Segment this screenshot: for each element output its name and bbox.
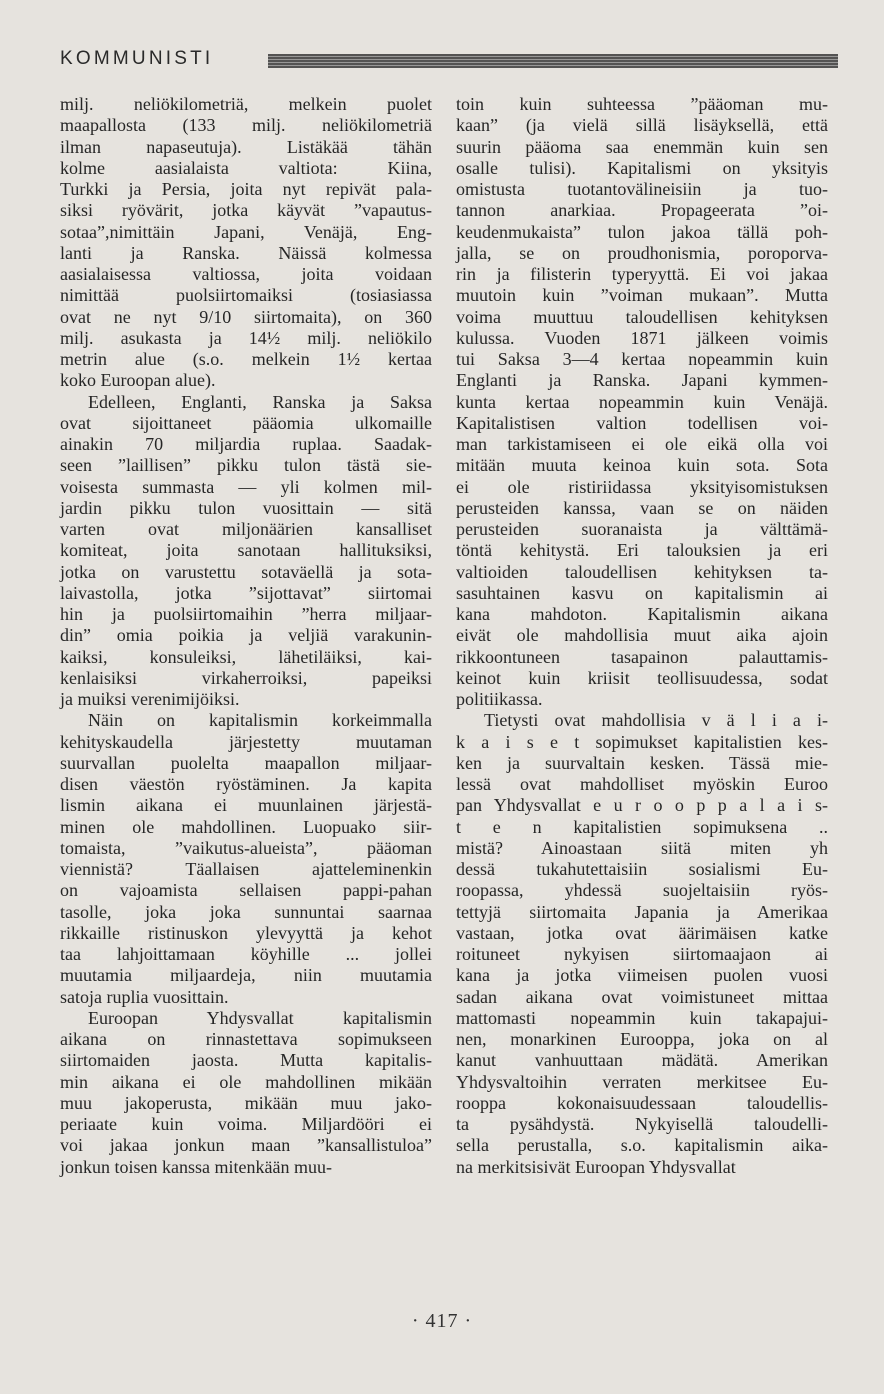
text-line: tui Saksa 3—4 kertaa nopeammin kuin bbox=[456, 349, 828, 369]
text-line: man tarkistamiseen ei ole eikä olla voi bbox=[456, 434, 828, 454]
text-line: Näin on kapitalismin korkeimmalla bbox=[88, 710, 432, 731]
text-line: kulussa. Vuoden 1871 jälkeen voimis bbox=[456, 327, 828, 348]
text-line: roituneet nykyisen siirtomaajaon ai bbox=[456, 944, 828, 964]
text-line: sotaa”,nimittäin Japani, Venäjä, Eng- bbox=[60, 221, 432, 242]
text-line: jonkun toisen kanssa mitenkään muu- bbox=[60, 1156, 332, 1177]
text-line: tettyjä siirtomaita Japania ja Amerikaa bbox=[456, 901, 828, 922]
text-line: ilman napaseutuja). Listäkää tähän bbox=[60, 136, 432, 157]
left-column bbox=[60, 94, 432, 1178]
text-line: taa lahjoittamaan köyhille ... jollei bbox=[60, 944, 432, 964]
text-line: Yhdysvaltoihin verraten merkitsee Eu- bbox=[456, 1071, 828, 1092]
text-line: rin ja filisterin typeryyttä. Ei voi jakaa bbox=[456, 264, 828, 284]
text-line: kolme aasialaista valtiota: Kiina, bbox=[60, 157, 432, 178]
text-line: Kapitalistisen valtion todellisen voi- bbox=[456, 412, 828, 433]
text-line: laivastolla, jotka ”sijottavat” siirtomai bbox=[60, 582, 432, 603]
text-line: maapallosta (133 milj. neliökilometriä bbox=[60, 115, 432, 136]
page-number: · 417 · bbox=[411, 1310, 473, 1332]
text-line: jalla, se on proudhonismia, poroporva- bbox=[456, 242, 828, 263]
text-line: keinot kuin kriisit teollisuudessa, sodat bbox=[456, 667, 828, 688]
text-line: k a i s e t sopimukset kapitalistien kes- bbox=[456, 731, 828, 752]
text-line: varten ovat miljonäärien kansalliset bbox=[60, 519, 432, 539]
text-line: ja muiksi verenimijöiksi. bbox=[60, 689, 240, 709]
text-line: tannon anarkiaa. Propageerata ”oi- bbox=[456, 200, 828, 221]
text-line: ainakin 70 miljardia ruplaa. Saadak- bbox=[60, 434, 432, 454]
text-line: ovat sijoittaneet pääomia ulkomaille bbox=[60, 412, 432, 433]
text-line: siksi ryövärit, jotka käyvät ”vapautus- bbox=[60, 200, 432, 221]
text-line: lismin aikana ei muunlainen järjestä- bbox=[60, 795, 432, 816]
text-line: eivät ole mahdollisia muut aika ajoin bbox=[456, 625, 828, 646]
text-line: valtioiden taloudellisen kehityksen ta- bbox=[456, 561, 828, 582]
text-line: minen ole mahdollinen. Luopuako siir- bbox=[60, 816, 432, 837]
text-line: nen, monarkinen Eurooppa, joka on al bbox=[456, 1029, 828, 1049]
text-line: mattomasti nopeammin kuin takapajui- bbox=[456, 1007, 828, 1028]
text-line: kana mahdoton. Kapitalismin aikana bbox=[456, 604, 828, 624]
text-line: Turkki ja Persia, joita nyt repivät pala- bbox=[60, 179, 432, 199]
text-line: aikana on rinnastettava sopimukseen bbox=[60, 1029, 432, 1049]
text-line: rikkaille ristinuskon ylevyyttä ja kehot bbox=[60, 922, 432, 943]
text-line: suurvallan puolelta maapallon miljaar- bbox=[60, 752, 432, 773]
text-line: voi jakaa jonkun maan ”kansallistuloa” bbox=[60, 1135, 432, 1156]
text-line: din” omia poikia ja veljiä varakunin- bbox=[60, 625, 432, 646]
journal-title: KOMMUNISTI bbox=[60, 48, 214, 69]
text-line: töntä kehitystä. Eri talouksien ja eri bbox=[456, 540, 828, 561]
text-line: ovat ne nyt 9/10 siirtomaita), on 360 bbox=[60, 306, 432, 327]
text-line: omistusta tuotantovälineisiin ja tuo- bbox=[456, 179, 828, 199]
right-column bbox=[456, 94, 828, 1178]
text-line: kenlaisiksi virkaherroiksi, papeiksi bbox=[60, 667, 432, 688]
text-line: viennistä? Täallaisen ajatteleminenkin bbox=[60, 859, 432, 879]
text-line: Edelleen, Englanti, Ranska ja Saksa bbox=[88, 391, 432, 412]
text-line: milj. neliökilometriä, melkein puolet bbox=[60, 94, 432, 114]
text-line: jardin pikku tulon vuosittain — sitä bbox=[60, 497, 432, 518]
text-line: kehityskaudella järjestetty muutaman bbox=[60, 731, 432, 752]
text-line: voisesta summasta — yli kolmen mil- bbox=[60, 476, 432, 497]
text-line: mitään muuta keinoa kuin sota. Sota bbox=[456, 455, 828, 476]
text-line: muutoin kuin ”voiman mukaan”. Mutta bbox=[456, 285, 828, 306]
text-line: osalle tulisi). Kapitalismi on yksityis bbox=[456, 157, 828, 178]
text-line: kana ja jotka viimeisen puolen vuosi bbox=[456, 965, 828, 986]
text-line: perusteiden suoranaista ja välttämä- bbox=[456, 519, 828, 539]
text-line: metrin alue (s.o. melkein 1½ kertaa bbox=[60, 349, 432, 369]
text-line: suurin pääoma saa enemmän kuin sen bbox=[456, 136, 828, 157]
text-line: rikkoontuneen tasapainon palauttamis- bbox=[456, 646, 828, 667]
text-line: vastaan, jotka ovat äärimäisen katke bbox=[456, 922, 828, 943]
text-line: ei ole ristiriidassa yksityisomistuksen bbox=[456, 476, 828, 497]
text-line: jotka on varustettu sotaväellä ja sota- bbox=[60, 561, 432, 582]
text-line: kanut vanhuuttaan mädätä. Amerikan bbox=[456, 1050, 828, 1071]
text-line: kaan” (ja vielä sillä lisäyksellä, että bbox=[456, 115, 828, 136]
text-line: sella perustalla, s.o. kapitalismin aika- bbox=[456, 1135, 828, 1156]
text-line: lessä ovat mahdolliset myöskin Euroo bbox=[456, 774, 828, 794]
text-line: on vajoamista sellaisen pappi-pahan bbox=[60, 880, 432, 901]
text-line: dessä tukahutettaisiin sosialismi Eu- bbox=[456, 859, 828, 879]
text-line: satoja ruplia vuosittain. bbox=[60, 986, 229, 1007]
text-line: sadan aikana ovat voimistuneet mittaa bbox=[456, 986, 828, 1007]
header-rule bbox=[268, 54, 838, 68]
text-line: min aikana ei ole mahdollinen mikään bbox=[60, 1071, 432, 1092]
text-line: pan Yhdysvallat e u r o o p p a l a i s- bbox=[456, 795, 828, 816]
text-line: lanti ja Ranska. Näissä kolmessa bbox=[60, 242, 432, 263]
text-line: koko Euroopan alue). bbox=[60, 370, 216, 391]
text-line: voima muuttuu taloudellisen kehityksen bbox=[456, 306, 828, 327]
text-line: ken ja suurvaltain kesken. Tässä mie- bbox=[456, 752, 828, 773]
text-line: hin ja puolsiirtomaihin ”herra miljaar- bbox=[60, 604, 432, 624]
page-header bbox=[60, 48, 840, 78]
text-line: rooppa kokonaisuudessaan taloudellis- bbox=[456, 1092, 828, 1113]
text-line: roopassa, yhdessä suojeltaisiin ryös- bbox=[456, 880, 828, 901]
text-line: na merkitsisivät Euroopan Yhdysvallat bbox=[456, 1156, 736, 1177]
text-line: ta pysähdystä. Nykyisellä taloudelli- bbox=[456, 1114, 828, 1134]
text-line: tomaista, ”vaikutus-alueista”, pääoman bbox=[60, 837, 432, 858]
text-line: t e n kapitalistien sopimuksena .. bbox=[456, 816, 828, 837]
text-line: milj. asukasta ja 14½ milj. neliökilo bbox=[60, 327, 432, 348]
text-line: disen väestön ryöstäminen. Ja kapita bbox=[60, 774, 432, 794]
text-line: periaate kuin voima. Miljardööri ei bbox=[60, 1114, 432, 1134]
text-line: kunta kertaa nopeammin kuin Venäjä. bbox=[456, 391, 828, 412]
text-line: politiikassa. bbox=[456, 689, 543, 709]
text-line: komiteat, joita sanotaan hallituksiksi, bbox=[60, 540, 432, 561]
text-line: aasialaisessa valtiossa, joita voidaan bbox=[60, 264, 432, 284]
text-line: keudenmukaista” tulon jakoa tällä poh- bbox=[456, 221, 828, 242]
text-line: siirtomaiden jaosta. Mutta kapitalis- bbox=[60, 1050, 432, 1071]
text-line: kaiksi, konsuleiksi, lähetiläiksi, kai- bbox=[60, 646, 432, 667]
text-line: seen ”laillisen” pikku tulon tästä sie- bbox=[60, 455, 432, 476]
text-line: muu jakoperusta, mikään muu jako- bbox=[60, 1092, 432, 1113]
text-line: nimittää puolsiirtomaiksi (tosiasiassa bbox=[60, 285, 432, 306]
text-line: toin kuin suhteessa ”pääoman mu- bbox=[456, 94, 828, 114]
text-line: muutamia miljaardeja, niin muutamia bbox=[60, 965, 432, 986]
text-line: tasolle, joka joka sunnuntai saarnaa bbox=[60, 901, 432, 922]
text-line: sasuhtainen kasvu on kapitalismin ai bbox=[456, 582, 828, 603]
text-line: Euroopan Yhdysvallat kapitalismin bbox=[88, 1007, 432, 1028]
text-line: Englanti ja Ranska. Japani kymmen- bbox=[456, 370, 828, 391]
text-line: perusteiden kanssa, vaan se on näiden bbox=[456, 497, 828, 518]
text-line: mistä? Ainoastaan siitä miten yh bbox=[456, 837, 828, 858]
text-line: Tietysti ovat mahdollisia v ä l i a i- bbox=[484, 710, 828, 731]
